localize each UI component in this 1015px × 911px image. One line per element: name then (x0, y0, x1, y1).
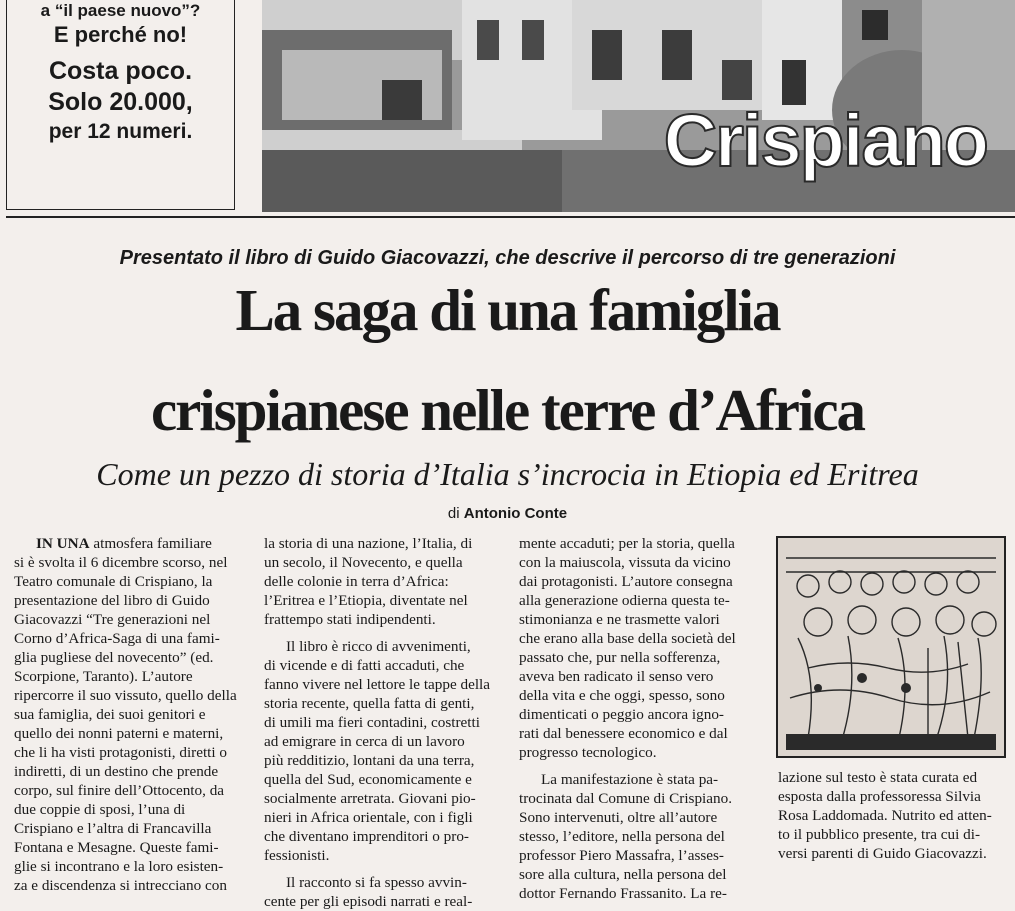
text-line: più redditizio, lontani da una terra, (264, 752, 475, 769)
text-line: Teatro comunale di Crispiano, la (14, 573, 213, 590)
text-line: che diventano imprenditori o pro- (264, 828, 469, 845)
text-line: Crispiano e l’altra di Francavilla (14, 820, 212, 837)
woodcut-illustration (776, 536, 1006, 758)
text-line: un secolo, il Novecento, e quella (264, 554, 463, 571)
text-line: che erano alla base della società del (519, 630, 736, 647)
text-line: dottor Fernando Frassanito. La re- (519, 885, 727, 902)
text-line: versi parenti di Guido Giacovazzi. (778, 845, 987, 862)
text-line: Rosa Laddomada. Nutrito ed atten- (778, 807, 992, 824)
text-line: ad emigrare in cerca di un lavoro (264, 733, 465, 750)
article-column-1 (14, 534, 254, 894)
promo-cost: Costa poco. (48, 57, 193, 85)
text-line: stesso, l’editore, nella persona del (519, 828, 725, 845)
text-line: rati dal benessere economico e dal (519, 725, 728, 742)
text-line: l’Eritrea e l’Etiopia, diventate nel (264, 592, 468, 609)
text-line: aveva ben radicato il senso vero (519, 668, 714, 685)
text-line: ripercorre il suo vissuto, quello della (14, 687, 237, 704)
section-divider (6, 216, 1015, 218)
column-1-lines (14, 553, 254, 895)
column-2-paragraph-3 (264, 873, 506, 911)
column-2-paragraph-1 (264, 534, 506, 629)
text-line: corpo, sul finire dell’Ottocento, da (14, 782, 225, 799)
text-line: storia recente, quella fatta di genti, (264, 695, 475, 712)
text-line: alla generazione odierna questa te- (519, 592, 730, 609)
text-line: mente accaduti; per la storia, quella (519, 535, 735, 552)
text-line: della vita e che oggi, spesso, sono (519, 687, 725, 704)
promo-issues: per 12 numeri. (48, 120, 193, 143)
text-line: indiretti, di un destino che prende (14, 763, 219, 780)
text-line: Il libro è ricco di avvenimenti, (286, 638, 471, 655)
text-line: progresso tecnologico. (519, 744, 657, 761)
column-4-lines (778, 768, 1008, 863)
text-line: dimenticati o peggio ancora igno- (519, 706, 724, 723)
column-2-paragraph-2 (264, 637, 506, 865)
first-line-rest: atmosfera familiare (89, 535, 212, 552)
article-headline (0, 277, 1015, 443)
text-line: Fontana e Mesagne. Queste fami- (14, 839, 219, 856)
column-3-paragraph-2 (519, 770, 766, 903)
article-subhead: Come un pezzo di storia d’Italia s’incrocia in Etiopia ed Eritrea (96, 456, 919, 492)
text-line: nieri in Africa orientale, con i figli (264, 809, 473, 826)
text-line: dai protagonisti. L’autore consegna (519, 573, 733, 590)
text-line: Giacovazzi “Tre generazioni nel (14, 611, 211, 628)
text-line: due coppie di sposi, l’una di (14, 801, 186, 818)
text-line: la storia di una nazione, l’Italia, di (264, 535, 473, 552)
first-line (14, 534, 254, 553)
text-line: lazione sul testo è stata curata ed (778, 769, 978, 786)
text-line: esposta dalla professoressa Silvia (778, 788, 981, 805)
text-line: di vicende e di fatti accaduti, che (264, 657, 465, 674)
text-line: glie si incontrano e la loro esisten- (14, 858, 224, 875)
lead-words: IN UNA (36, 535, 90, 552)
text-line: professor Piero Massafra, l’asses- (519, 847, 724, 864)
text-line: delle colonie in terra d’Africa: (264, 573, 449, 590)
text-line: di umili ma fieri contadini, costretti (264, 714, 480, 731)
text-line: cente per gli episodi narrati e real- (264, 893, 473, 910)
text-line: con la maiuscola, vissuta da vicino (519, 554, 731, 571)
subscription-promo-box (6, 0, 235, 210)
crowd-engraving-image (778, 538, 1004, 756)
text-line: quella del Sud, economicamente e (264, 771, 472, 788)
column-3-paragraph-1 (519, 534, 766, 762)
text-line: presentazione del libro di Guido (14, 592, 210, 609)
byline-author: Antonio Conte (463, 505, 568, 522)
text-line: La manifestazione è stata pa- (541, 771, 719, 788)
text-line: che li ha visti protagonisti, diretti o (14, 744, 228, 761)
masthead-photo (262, 0, 1015, 212)
text-line: frattempo stati indipendenti. (264, 611, 436, 628)
text-line: quello dei nonni paterni e materni, (14, 725, 224, 742)
article-column-4 (778, 768, 1008, 862)
article-column-3 (519, 534, 766, 902)
byline-prefix: di (447, 505, 460, 522)
article-kicker: Presentato il libro di Guido Giacovazzi, che descrive il percorso di tre generazioni (119, 247, 896, 269)
article-byline (0, 503, 1015, 525)
headline-line-1: La saga di una famiglia (235, 277, 780, 343)
text-line: trocinata dal Comune di Crispiano. (519, 790, 733, 807)
headline-line-2: crispianese nelle terre d’Africa (150, 377, 865, 443)
text-line: Corno d’Africa-Saga di una fami- (14, 630, 220, 647)
text-line: to il pubblico presente, tra cui di- (778, 826, 981, 843)
text-line: glia pugliese del novecento” (ed. (14, 649, 214, 666)
town-name-caption: Crispiano (663, 99, 987, 182)
text-line: sore alla cultura, nella persona del (519, 866, 727, 883)
text-line: za e discendenza si intrecciano con (14, 877, 227, 894)
text-line: Sono intervenuti, oltre all’autore (519, 809, 718, 826)
text-line: fanno vivere nel lettore le tappe della (264, 676, 491, 693)
text-line: Scorpione, Taranto). L’autore (14, 668, 193, 685)
promo-price: Solo 20.000, (48, 88, 193, 116)
text-line: Il racconto si fa spesso avvin- (286, 874, 467, 891)
text-line: stimonianza e ne trasmette valori (519, 611, 720, 628)
text-line: socialmente arretrata. Giovani pio- (264, 790, 476, 807)
promo-exclaim: E perché no! (53, 22, 188, 47)
text-line: fessionisti. (264, 847, 330, 864)
article-column-2 (264, 534, 506, 910)
text-line: passato che, pur nella sofferenza, (519, 649, 721, 666)
text-line: sua famiglia, dei suoi genitori e (14, 706, 206, 723)
text-line: si è svolta il 6 dicembre scorso, nel (14, 554, 228, 571)
promo-question: a “il paese nuovo”? (40, 1, 201, 20)
